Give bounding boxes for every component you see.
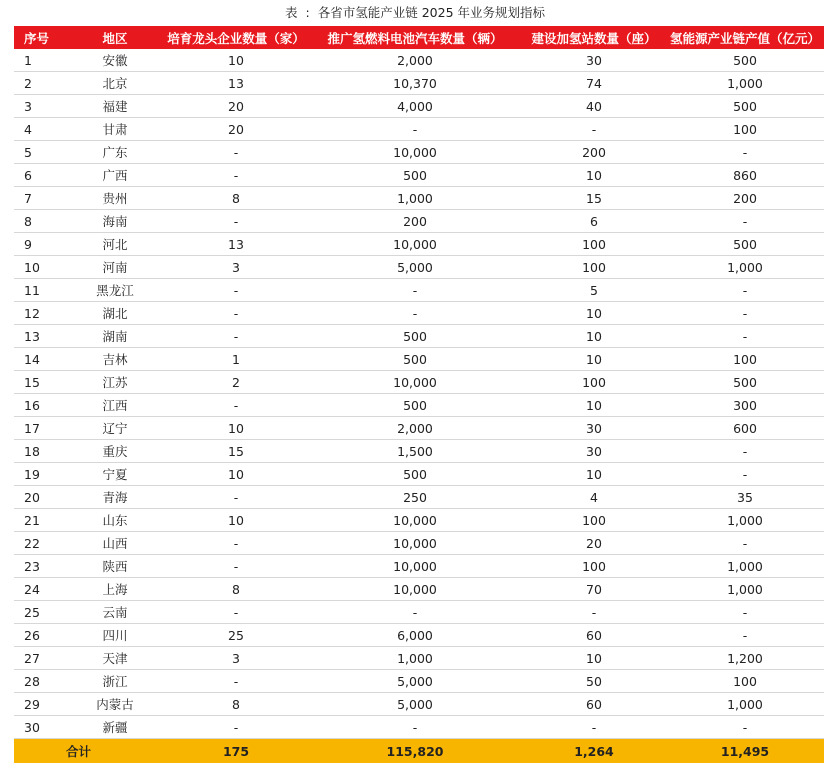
cell-region: 贵州 — [66, 187, 164, 210]
cell-index: 23 — [14, 555, 66, 578]
total-fuel-cell-vehicles: 115,820 — [308, 739, 522, 764]
cell-hydrogen-stations: - — [522, 601, 666, 624]
cell-index: 24 — [14, 578, 66, 601]
cell-fuel-cell-vehicles: 1,000 — [308, 647, 522, 670]
header-leading-enterprises: 培育龙头企业数量（家） — [164, 26, 308, 49]
cell-leading-enterprises: 25 — [164, 624, 308, 647]
cell-industry-output: 100 — [666, 118, 824, 141]
cell-fuel-cell-vehicles: 5,000 — [308, 256, 522, 279]
cell-fuel-cell-vehicles: 4,000 — [308, 95, 522, 118]
cell-fuel-cell-vehicles: 1,000 — [308, 187, 522, 210]
cell-hydrogen-stations: 15 — [522, 187, 666, 210]
cell-leading-enterprises: 8 — [164, 693, 308, 716]
table-row — [14, 302, 824, 325]
cell-region: 吉林 — [66, 348, 164, 371]
cell-industry-output: 1,000 — [666, 578, 824, 601]
cell-leading-enterprises: - — [164, 141, 308, 164]
table-row — [14, 49, 824, 72]
table-row — [14, 72, 824, 95]
cell-hydrogen-stations: - — [522, 716, 666, 739]
cell-hydrogen-stations: 100 — [522, 371, 666, 394]
cell-region: 陕西 — [66, 555, 164, 578]
table-body — [14, 49, 824, 739]
cell-leading-enterprises: - — [164, 555, 308, 578]
cell-region: 甘肃 — [66, 118, 164, 141]
cell-leading-enterprises: 8 — [164, 187, 308, 210]
cell-leading-enterprises: 20 — [164, 95, 308, 118]
cell-leading-enterprises: 8 — [164, 578, 308, 601]
cell-region: 新疆 — [66, 716, 164, 739]
cell-region: 安徽 — [66, 49, 164, 72]
cell-industry-output: 500 — [666, 233, 824, 256]
cell-hydrogen-stations: 100 — [522, 509, 666, 532]
cell-leading-enterprises: - — [164, 210, 308, 233]
cell-hydrogen-stations: 10 — [522, 348, 666, 371]
cell-region: 北京 — [66, 72, 164, 95]
cell-hydrogen-stations: 100 — [522, 555, 666, 578]
cell-index: 6 — [14, 164, 66, 187]
cell-industry-output: 600 — [666, 417, 824, 440]
planning-table — [14, 26, 824, 763]
cell-index: 8 — [14, 210, 66, 233]
table-row — [14, 210, 824, 233]
table-row — [14, 647, 824, 670]
cell-region: 天津 — [66, 647, 164, 670]
cell-industry-output: 1,000 — [666, 555, 824, 578]
header-fuel-cell-vehicles: 推广氢燃料电池汽车数量（辆） — [308, 26, 522, 49]
table-row — [14, 417, 824, 440]
cell-region: 海南 — [66, 210, 164, 233]
cell-region: 湖南 — [66, 325, 164, 348]
cell-region: 四川 — [66, 624, 164, 647]
cell-index: 11 — [14, 279, 66, 302]
table-row — [14, 394, 824, 417]
cell-industry-output: - — [666, 279, 824, 302]
cell-region: 青海 — [66, 486, 164, 509]
table-row — [14, 256, 824, 279]
cell-industry-output: 500 — [666, 371, 824, 394]
cell-index: 19 — [14, 463, 66, 486]
cell-index: 30 — [14, 716, 66, 739]
cell-industry-output: - — [666, 325, 824, 348]
total-label: 合计 — [14, 739, 164, 764]
cell-hydrogen-stations: 100 — [522, 233, 666, 256]
cell-index: 1 — [14, 49, 66, 72]
cell-fuel-cell-vehicles: 6,000 — [308, 624, 522, 647]
cell-region: 宁夏 — [66, 463, 164, 486]
table-row — [14, 670, 824, 693]
cell-region: 辽宁 — [66, 417, 164, 440]
table-row — [14, 486, 824, 509]
cell-industry-output: 1,200 — [666, 647, 824, 670]
cell-region: 浙江 — [66, 670, 164, 693]
table-row — [14, 187, 824, 210]
cell-fuel-cell-vehicles: 5,000 — [308, 693, 522, 716]
cell-hydrogen-stations: 74 — [522, 72, 666, 95]
cell-index: 29 — [14, 693, 66, 716]
cell-fuel-cell-vehicles: 250 — [308, 486, 522, 509]
cell-index: 10 — [14, 256, 66, 279]
cell-industry-output: 100 — [666, 348, 824, 371]
cell-hydrogen-stations: 10 — [522, 325, 666, 348]
cell-leading-enterprises: 13 — [164, 233, 308, 256]
cell-fuel-cell-vehicles: - — [308, 302, 522, 325]
cell-leading-enterprises: - — [164, 279, 308, 302]
cell-fuel-cell-vehicles: 10,000 — [308, 371, 522, 394]
cell-fuel-cell-vehicles: 500 — [308, 394, 522, 417]
total-leading-enterprises: 175 — [164, 739, 308, 764]
cell-leading-enterprises: 2 — [164, 371, 308, 394]
cell-fuel-cell-vehicles: 10,000 — [308, 555, 522, 578]
cell-index: 26 — [14, 624, 66, 647]
table-row — [14, 509, 824, 532]
cell-hydrogen-stations: 10 — [522, 647, 666, 670]
cell-index: 7 — [14, 187, 66, 210]
cell-fuel-cell-vehicles: - — [308, 601, 522, 624]
cell-hydrogen-stations: 30 — [522, 440, 666, 463]
cell-fuel-cell-vehicles: 200 — [308, 210, 522, 233]
cell-fuel-cell-vehicles: 1,500 — [308, 440, 522, 463]
cell-fuel-cell-vehicles: 2,000 — [308, 417, 522, 440]
total-hydrogen-stations: 1,264 — [522, 739, 666, 764]
cell-index: 18 — [14, 440, 66, 463]
cell-fuel-cell-vehicles: 10,000 — [308, 141, 522, 164]
cell-leading-enterprises: 10 — [164, 509, 308, 532]
table-title-text: 各省市氢能产业链 2025 年业务规划指标 — [317, 5, 545, 20]
cell-region: 广东 — [66, 141, 164, 164]
cell-hydrogen-stations: 60 — [522, 693, 666, 716]
cell-leading-enterprises: 1 — [164, 348, 308, 371]
table-row — [14, 371, 824, 394]
cell-hydrogen-stations: 50 — [522, 670, 666, 693]
cell-hydrogen-stations: 40 — [522, 95, 666, 118]
table-row — [14, 693, 824, 716]
cell-leading-enterprises: 10 — [164, 417, 308, 440]
cell-fuel-cell-vehicles: 500 — [308, 463, 522, 486]
cell-hydrogen-stations: 200 — [522, 141, 666, 164]
header-index: 序号 — [14, 26, 66, 49]
cell-leading-enterprises: - — [164, 164, 308, 187]
cell-industry-output: - — [666, 210, 824, 233]
cell-fuel-cell-vehicles: - — [308, 279, 522, 302]
cell-index: 14 — [14, 348, 66, 371]
cell-index: 3 — [14, 95, 66, 118]
cell-index: 2 — [14, 72, 66, 95]
cell-index: 4 — [14, 118, 66, 141]
cell-hydrogen-stations: 10 — [522, 394, 666, 417]
header-industry-output: 氢能源产业链产值（亿元） — [666, 26, 824, 49]
cell-leading-enterprises: 3 — [164, 647, 308, 670]
cell-hydrogen-stations: 5 — [522, 279, 666, 302]
cell-fuel-cell-vehicles: 500 — [308, 325, 522, 348]
cell-hydrogen-stations: 70 — [522, 578, 666, 601]
table-row — [14, 233, 824, 256]
cell-region: 上海 — [66, 578, 164, 601]
table-row — [14, 279, 824, 302]
cell-fuel-cell-vehicles: 500 — [308, 348, 522, 371]
cell-fuel-cell-vehicles: 500 — [308, 164, 522, 187]
table-row — [14, 578, 824, 601]
table-row — [14, 440, 824, 463]
cell-fuel-cell-vehicles: - — [308, 716, 522, 739]
cell-industry-output: 1,000 — [666, 509, 824, 532]
cell-index: 12 — [14, 302, 66, 325]
cell-hydrogen-stations: 6 — [522, 210, 666, 233]
table-row — [14, 325, 824, 348]
cell-industry-output: - — [666, 302, 824, 325]
cell-index: 5 — [14, 141, 66, 164]
cell-leading-enterprises: 10 — [164, 49, 308, 72]
cell-region: 江西 — [66, 394, 164, 417]
cell-industry-output: - — [666, 716, 824, 739]
header-hydrogen-stations: 建设加氢站数量（座） — [522, 26, 666, 49]
table-row — [14, 716, 824, 739]
cell-fuel-cell-vehicles: 10,370 — [308, 72, 522, 95]
cell-industry-output: - — [666, 141, 824, 164]
cell-industry-output: 1,000 — [666, 256, 824, 279]
cell-leading-enterprises: 15 — [164, 440, 308, 463]
table-row — [14, 164, 824, 187]
cell-leading-enterprises: - — [164, 532, 308, 555]
cell-leading-enterprises: 10 — [164, 463, 308, 486]
cell-region: 福建 — [66, 95, 164, 118]
cell-hydrogen-stations: 30 — [522, 49, 666, 72]
cell-region: 内蒙古 — [66, 693, 164, 716]
cell-hydrogen-stations: 30 — [522, 417, 666, 440]
cell-leading-enterprises: - — [164, 670, 308, 693]
cell-leading-enterprises: - — [164, 325, 308, 348]
cell-region: 广西 — [66, 164, 164, 187]
cell-index: 27 — [14, 647, 66, 670]
cell-industry-output: 100 — [666, 670, 824, 693]
total-row — [14, 739, 824, 764]
cell-leading-enterprises: 13 — [164, 72, 308, 95]
cell-leading-enterprises: 3 — [164, 256, 308, 279]
cell-hydrogen-stations: 4 — [522, 486, 666, 509]
cell-fuel-cell-vehicles: - — [308, 118, 522, 141]
cell-industry-output: 500 — [666, 95, 824, 118]
cell-region: 黑龙江 — [66, 279, 164, 302]
header-row — [14, 26, 824, 49]
cell-hydrogen-stations: 10 — [522, 463, 666, 486]
table-row — [14, 624, 824, 647]
cell-index: 15 — [14, 371, 66, 394]
cell-index: 16 — [14, 394, 66, 417]
cell-region: 云南 — [66, 601, 164, 624]
cell-index: 9 — [14, 233, 66, 256]
table-row — [14, 532, 824, 555]
cell-industry-output: 300 — [666, 394, 824, 417]
table-row — [14, 601, 824, 624]
cell-fuel-cell-vehicles: 10,000 — [308, 233, 522, 256]
cell-industry-output: 1,000 — [666, 693, 824, 716]
table-row — [14, 95, 824, 118]
cell-region: 山西 — [66, 532, 164, 555]
cell-fuel-cell-vehicles: 2,000 — [308, 49, 522, 72]
cell-industry-output: 1,000 — [666, 72, 824, 95]
cell-index: 21 — [14, 509, 66, 532]
table-row — [14, 118, 824, 141]
cell-hydrogen-stations: 100 — [522, 256, 666, 279]
cell-region: 山东 — [66, 509, 164, 532]
cell-leading-enterprises: - — [164, 601, 308, 624]
cell-fuel-cell-vehicles: 10,000 — [308, 578, 522, 601]
cell-index: 13 — [14, 325, 66, 348]
cell-leading-enterprises: - — [164, 716, 308, 739]
table-title — [0, 3, 830, 23]
table-row — [14, 141, 824, 164]
header-region: 地区 — [66, 26, 164, 49]
cell-industry-output: 35 — [666, 486, 824, 509]
table-row — [14, 555, 824, 578]
cell-industry-output: - — [666, 624, 824, 647]
table-row — [14, 463, 824, 486]
table-title-prefix: 表 — [285, 5, 298, 20]
cell-hydrogen-stations: - — [522, 118, 666, 141]
cell-leading-enterprises: - — [164, 394, 308, 417]
cell-hydrogen-stations: 20 — [522, 532, 666, 555]
cell-fuel-cell-vehicles: 10,000 — [308, 532, 522, 555]
total-industry-output: 11,495 — [666, 739, 824, 764]
cell-hydrogen-stations: 60 — [522, 624, 666, 647]
table-title-separator: : — [305, 5, 310, 20]
cell-index: 25 — [14, 601, 66, 624]
cell-region: 河北 — [66, 233, 164, 256]
cell-region: 湖北 — [66, 302, 164, 325]
cell-index: 20 — [14, 486, 66, 509]
cell-region: 河南 — [66, 256, 164, 279]
cell-fuel-cell-vehicles: 5,000 — [308, 670, 522, 693]
cell-region: 重庆 — [66, 440, 164, 463]
cell-hydrogen-stations: 10 — [522, 164, 666, 187]
cell-industry-output: 860 — [666, 164, 824, 187]
cell-industry-output: - — [666, 532, 824, 555]
cell-industry-output: 500 — [666, 49, 824, 72]
cell-region: 江苏 — [66, 371, 164, 394]
table-row — [14, 348, 824, 371]
cell-leading-enterprises: 20 — [164, 118, 308, 141]
cell-leading-enterprises: - — [164, 302, 308, 325]
cell-leading-enterprises: - — [164, 486, 308, 509]
cell-hydrogen-stations: 10 — [522, 302, 666, 325]
cell-index: 22 — [14, 532, 66, 555]
cell-industry-output: 200 — [666, 187, 824, 210]
cell-industry-output: - — [666, 463, 824, 486]
cell-industry-output: - — [666, 601, 824, 624]
cell-index: 17 — [14, 417, 66, 440]
cell-industry-output: - — [666, 440, 824, 463]
cell-fuel-cell-vehicles: 10,000 — [308, 509, 522, 532]
cell-index: 28 — [14, 670, 66, 693]
